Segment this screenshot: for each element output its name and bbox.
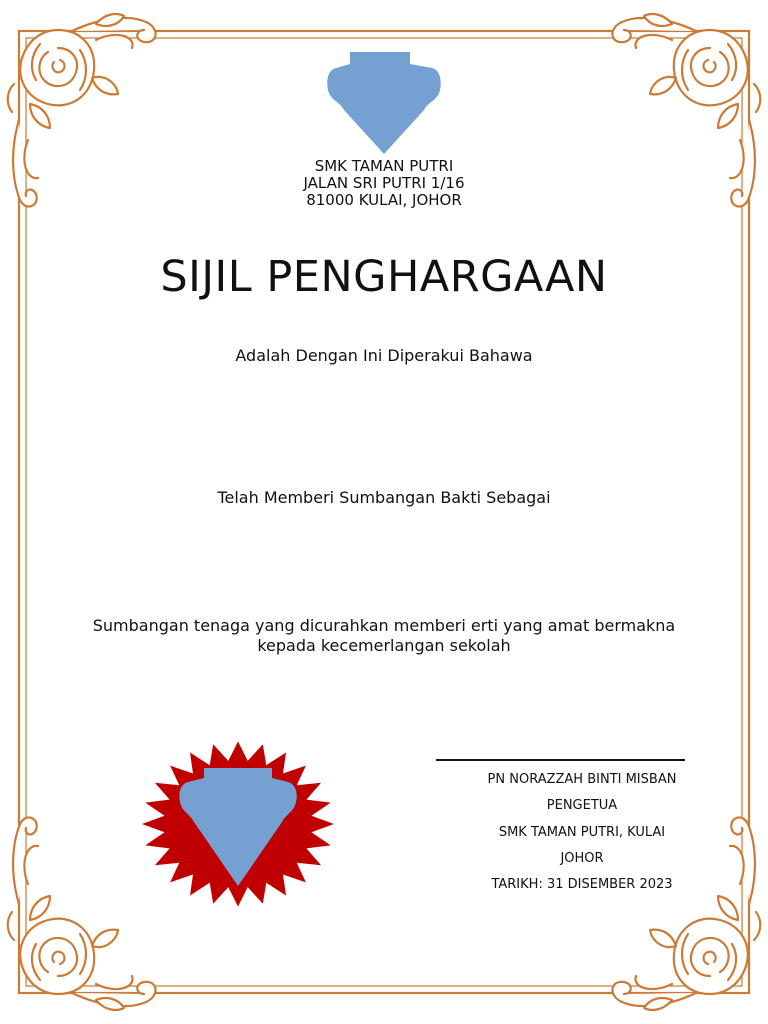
appreciation-remark <box>0 616 768 656</box>
certification-statement: Adalah Dengan Ini Diperakui Bahawa <box>235 346 533 365</box>
signatory-block <box>440 770 724 901</box>
signatory-position: PENGETUA <box>546 798 618 814</box>
remark-line-1: Sumbangan tenaga yang dicurahkan memberi erti yang amat bermakna <box>92 616 676 635</box>
signatory-name: PN NORAZZAH BINTI MISBAN <box>487 772 677 787</box>
school-name: SMK TAMAN PUTRI <box>314 157 454 175</box>
signatory-state: JOHOR <box>560 850 604 866</box>
remark-line-2: kepada kecemerlangan sekolah <box>257 636 511 655</box>
certificate-date: TARIKH: 31 DISEMBER 2023 <box>491 877 673 893</box>
school-crest-icon <box>324 50 444 158</box>
red-starburst-seal-icon <box>140 740 340 912</box>
school-address-line-2: 81000 KULAI, JOHOR <box>306 191 462 209</box>
certificate-title: SIJIL PENGHARGAAN <box>160 252 608 302</box>
signatory-organisation: SMK TAMAN PUTRI, KULAI <box>498 824 666 840</box>
school-address-line-1: JALAN SRI PUTRI 1/16 <box>303 174 465 192</box>
signature-line <box>436 759 685 761</box>
service-statement: Telah Memberi Sumbangan Bakti Sebagai <box>217 488 551 507</box>
school-address-block <box>0 158 768 209</box>
